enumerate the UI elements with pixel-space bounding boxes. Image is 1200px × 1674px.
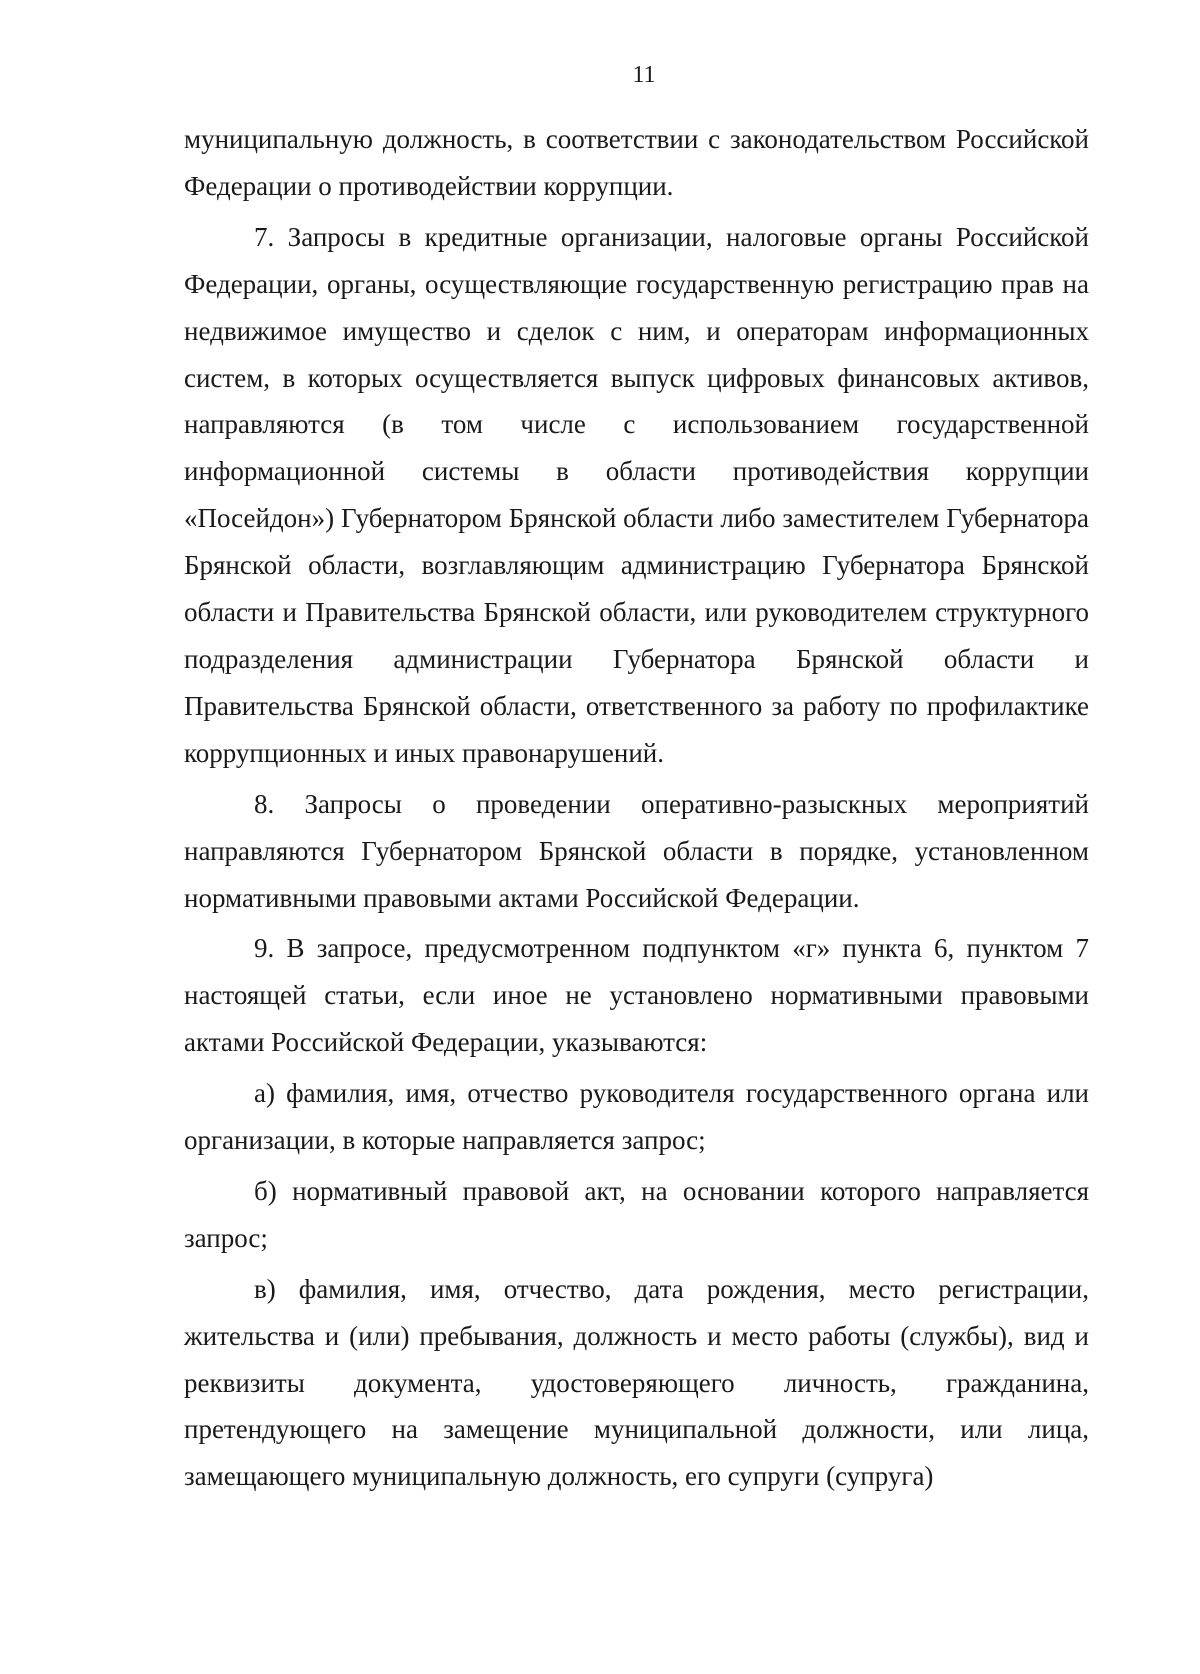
document-body	[184, 116, 1089, 1500]
paragraph-continuation: муниципальную должность, в соответствии с законодательством Российской Федерации о противодействии коррупции.	[184, 124, 1089, 201]
paragraph-subitem-b: б) нормативный правовой акт, на основании которого направляется запрос;	[184, 1175, 1089, 1253]
page-number: 11	[632, 62, 656, 88]
paragraph-subitem-a: а) фамилия, имя, отчество руководителя государственного органа или организации, в которые направляется запрос;	[184, 1078, 1089, 1156]
paragraph-item-8: 8. Запросы о проведении оперативно-разыскных мероприятий направляются Губернатором Брянской области в порядке, установленном нормативными правовыми актами Российской Федерации.	[184, 788, 1089, 913]
paragraph-subitem-v: в) фамилия, имя, отчество, дата рождения, место регистрации, жительства и (или) пребывания, должность и место работы (службы), вид и реквизиты документа, удостоверяющего личность, гражданина, претендующего на замещение муниципальной должности, или лица, замещающего муниципальную должность, его супруги (супруга)	[184, 1273, 1089, 1492]
paragraph-item-9: 9. В запросе, предусмотренном подпунктом «г» пункта 6, пунктом 7 настоящей статьи, если иное не установлено нормативными правовыми актами Российской Федерации, указываются:	[184, 933, 1089, 1058]
paragraph-item-7: 7. Запросы в кредитные организации, налоговые органы Российской Федерации, органы, осуществляющие государственную регистрацию прав на недвижимое имущество и сделок с ним, и операторам информационных систем, в которых осуществляется выпуск цифровых финансовых активов, направляются (в том числе с использованием государственной информационной системы в области противодействия коррупции «Посейдон») Губернатором Брянской области либо заместителем Губернатора Брянской области, возглавляющим администрацию Губернатора Брянской области и Правительства Брянской области, или руководителем структурного подразделения администрации Губернатора Брянской области и Правительства Брянской области, ответственного за работу по профилактике коррупционных и иных правонарушений.	[184, 221, 1089, 768]
